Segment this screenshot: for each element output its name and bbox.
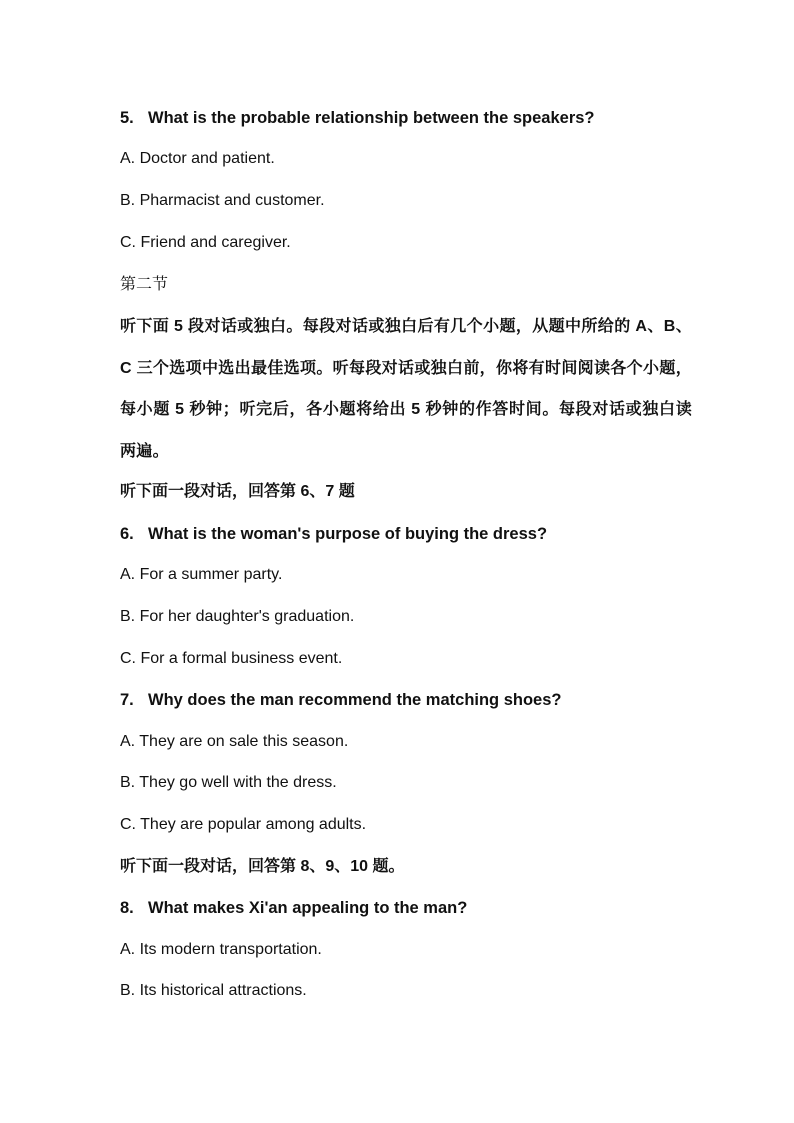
q8-option-a: A. Its modern transportation.	[120, 941, 322, 958]
dialog-prompt-6-7: 听下面一段对话，回答第 6、7 题	[120, 483, 355, 500]
q8-option-b: B. Its historical attractions.	[120, 982, 307, 999]
question-6	[120, 523, 547, 545]
q5-option-b: B. Pharmacist and customer.	[120, 192, 325, 209]
q7-option-c: C. They are popular among adults.	[120, 816, 367, 833]
question-text: What is the woman's purpose of buying the dress?	[148, 525, 548, 543]
question-number: 5.	[120, 109, 134, 127]
section-instructions: 听下面 5 段对话或独白。每段对话或独白后有几个小题，从题中所给的 A、B、C 三个选项中选出最佳选项。听每段对话或独白前，你将有时间阅读各个小题，每小题 5 秒钟；听完后，各小题将给出 5 秒钟的作答时间。每段对话或独白读两遍。	[120, 318, 692, 461]
question-number: 7.	[120, 691, 134, 709]
question-text: What makes Xi'an appealing to the man?	[148, 899, 468, 917]
dialog-prompt-8-10: 听下面一段对话，回答第 8、9、10 题。	[120, 858, 405, 875]
question-text: What is the probable relationship between the speakers?	[148, 109, 595, 127]
q6-option-a: A. For a summer party.	[120, 566, 283, 583]
q6-option-b: B. For her daughter's graduation.	[120, 608, 355, 625]
question-8	[120, 897, 467, 919]
q6-option-c: C. For a formal business event.	[120, 650, 343, 667]
question-number: 6.	[120, 525, 134, 543]
question-7	[120, 689, 562, 711]
section-title: 第二节	[120, 276, 169, 293]
question-text: Why does the man recommend the matching shoes?	[148, 691, 562, 709]
q7-option-a: A. They are on sale this season.	[120, 733, 349, 750]
question-5	[120, 107, 595, 129]
q5-option-a: A. Doctor and patient.	[120, 150, 275, 167]
q5-option-c: C. Friend and caregiver.	[120, 234, 291, 251]
q7-option-b: B. They go well with the dress.	[120, 774, 337, 791]
question-number: 8.	[120, 899, 134, 917]
